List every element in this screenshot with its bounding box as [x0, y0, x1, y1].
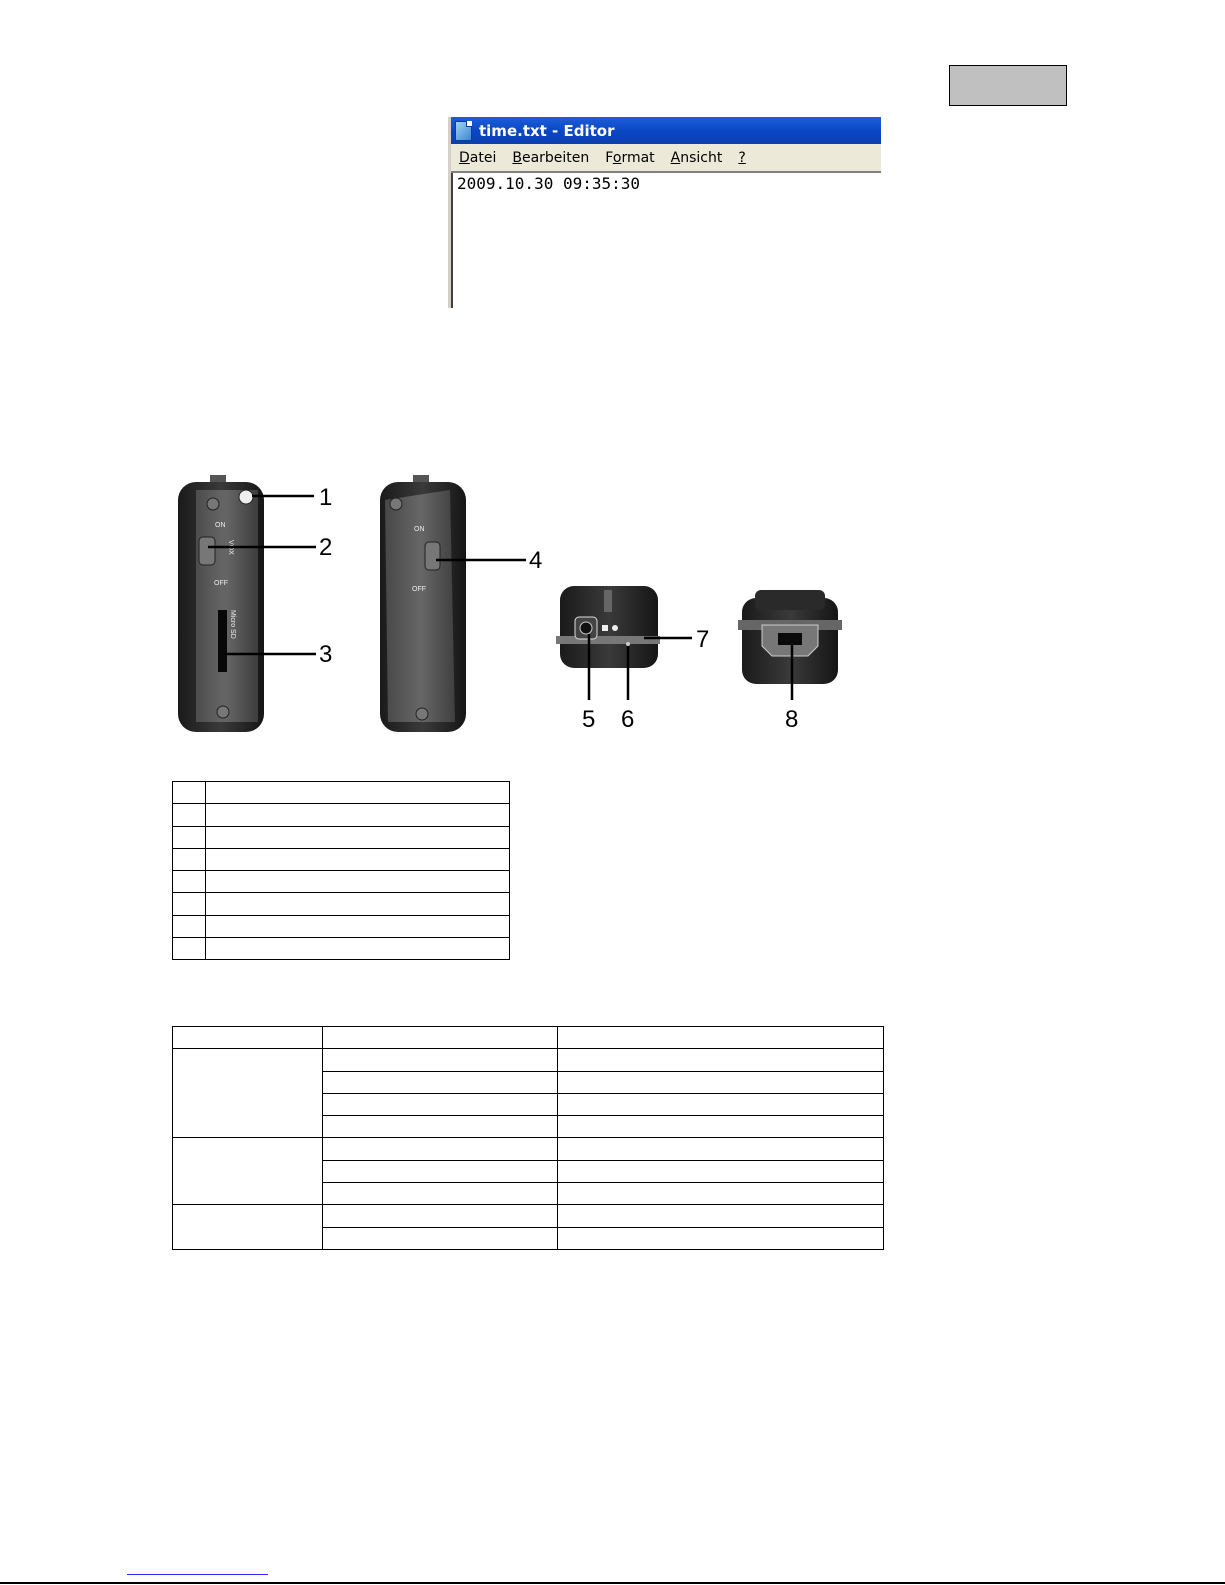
table-cell [206, 871, 510, 893]
menu-datei[interactable] [459, 150, 496, 166]
table-cell [173, 871, 206, 893]
menu-format-pre: F [605, 149, 613, 166]
lens-icon [239, 490, 253, 504]
menu-help-label: ? [738, 149, 746, 166]
table-cell [323, 1138, 558, 1160]
table-cell [558, 1049, 884, 1071]
table-cell [323, 1116, 558, 1138]
table-cell [206, 848, 510, 870]
table-cell [323, 1071, 558, 1093]
notepad-window-screenshot [448, 117, 881, 308]
table-row [173, 804, 510, 826]
table-cell [206, 938, 510, 960]
table-cell [558, 1183, 884, 1205]
callout-8: 8 [785, 706, 799, 733]
parts-legend-table [172, 781, 510, 960]
table-cell [558, 1027, 884, 1049]
callout-1: 1 [319, 484, 333, 511]
menu-format-accel: o [612, 149, 622, 166]
table-row [173, 1027, 884, 1049]
callout-5: 5 [582, 706, 596, 733]
record-button-icon [580, 622, 592, 634]
menu-bearbeiten-accel: B [512, 149, 522, 166]
table-row [173, 826, 510, 848]
table-row [173, 782, 510, 804]
device-top-view [738, 590, 842, 684]
microphone-icon [626, 642, 630, 646]
table-cell [558, 1227, 884, 1249]
table-row [173, 938, 510, 960]
menu-ansicht-accel: A [670, 149, 681, 166]
menu-format-rest: rmat [621, 149, 655, 166]
table-cell [206, 782, 510, 804]
window-titlebar [451, 117, 881, 144]
table-cell [558, 1093, 884, 1115]
back-off-label: OFF [412, 586, 426, 593]
footer-link-underline[interactable] [127, 1574, 268, 1575]
menu-ansicht[interactable] [671, 150, 723, 166]
micro-sd-label: Micro SD [229, 610, 236, 639]
table-cell [173, 782, 206, 804]
table-row [173, 848, 510, 870]
table-cell [173, 1138, 323, 1205]
table-cell [173, 804, 206, 826]
mode-switch [199, 537, 215, 565]
side-on-label: ON [215, 522, 226, 529]
table-cell [558, 1138, 884, 1160]
table-cell [323, 1049, 558, 1071]
device-bottom-view [556, 586, 660, 668]
table-row [173, 1205, 884, 1227]
table-cell [558, 1205, 884, 1227]
table-row [173, 1138, 884, 1160]
callout-4: 4 [529, 547, 543, 574]
table-cell [323, 1160, 558, 1182]
window-title: time.txt - Editor [479, 121, 615, 140]
table-cell [323, 1227, 558, 1249]
menu-help[interactable] [738, 150, 745, 166]
micro-sd-slot [218, 610, 227, 672]
stop-record-symbol-icon [602, 625, 608, 631]
device-illustration [160, 460, 890, 740]
table-cell [323, 1205, 558, 1227]
table-cell [173, 1049, 323, 1138]
power-switch [425, 542, 440, 570]
side-vox-label: VOX [227, 540, 234, 555]
back-on-label: ON [414, 526, 425, 533]
table-cell [206, 826, 510, 848]
page-number-tab [949, 65, 1067, 106]
callout-lines [208, 496, 792, 700]
spec-table [172, 1026, 884, 1250]
table-cell [173, 893, 206, 915]
table-cell [173, 938, 206, 960]
callout-2: 2 [319, 534, 333, 561]
menu-datei-rest: atei [469, 149, 497, 166]
table-cell [173, 848, 206, 870]
table-cell [206, 893, 510, 915]
table-cell [206, 804, 510, 826]
table-cell [323, 1093, 558, 1115]
table-cell [173, 1205, 323, 1250]
editor-text-area[interactable]: 2009.10.30 09:35:30 [451, 173, 881, 308]
menu-format[interactable] [605, 150, 654, 166]
menu-bearbeiten-rest: earbeiten [521, 149, 590, 166]
table-row [173, 871, 510, 893]
table-cell [206, 915, 510, 937]
callout-3: 3 [319, 641, 333, 668]
usb-port-icon [778, 633, 802, 645]
table-row [173, 1049, 884, 1071]
callout-7: 7 [696, 626, 710, 653]
table-cell [323, 1183, 558, 1205]
table-row [173, 915, 510, 937]
table-cell [173, 826, 206, 848]
menu-ansicht-rest: nsicht [680, 149, 723, 166]
callout-6: 6 [621, 706, 635, 733]
menu-bar [451, 144, 881, 173]
device-back-view [380, 475, 466, 732]
menu-bearbeiten[interactable] [512, 150, 589, 166]
device-side-view [178, 475, 264, 732]
table-cell [558, 1116, 884, 1138]
table-cell [558, 1160, 884, 1182]
table-cell [173, 1027, 323, 1049]
notepad-icon [455, 121, 472, 141]
footer-rule [0, 1582, 1225, 1584]
table-cell [323, 1027, 558, 1049]
side-off-label: OFF [214, 580, 228, 587]
table-cell [558, 1071, 884, 1093]
table-row [173, 893, 510, 915]
table-cell [173, 915, 206, 937]
menu-datei-accel: D [459, 149, 470, 166]
